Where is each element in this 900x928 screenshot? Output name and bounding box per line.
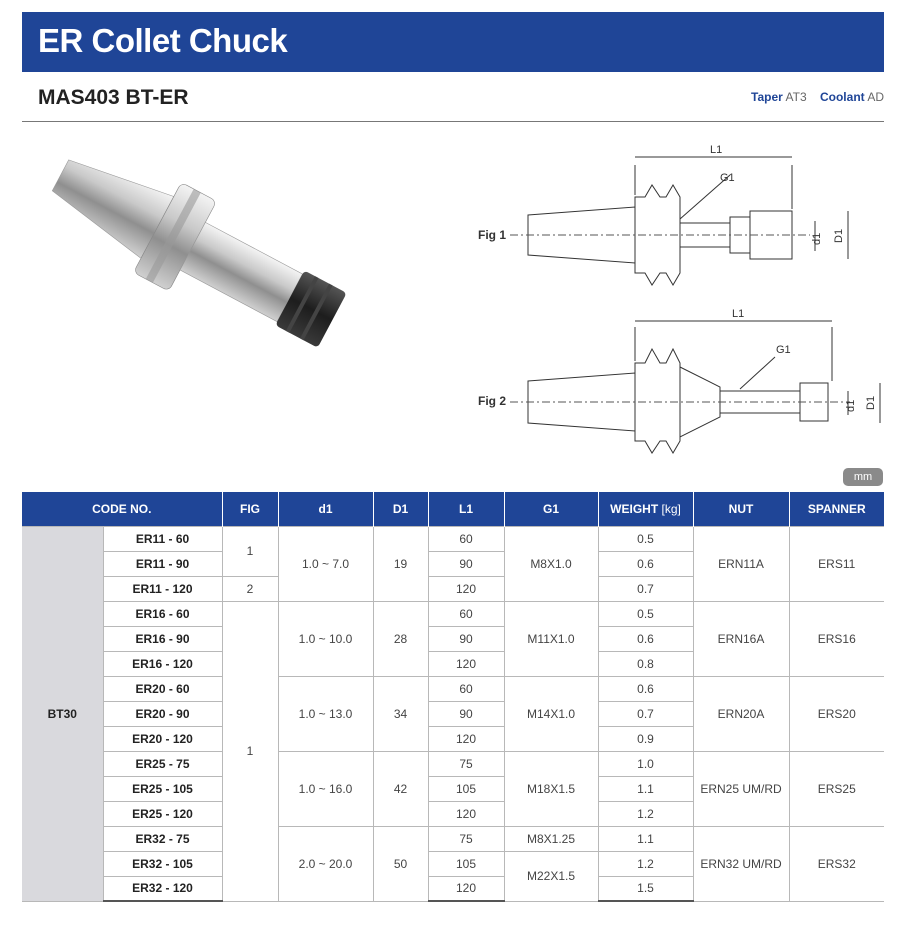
taper-value: AT3	[785, 90, 807, 104]
code-cell: ER11 - 120	[103, 576, 222, 601]
d1-cell: 1.0 ~ 10.0	[278, 601, 373, 676]
product-subtitle: MAS403 BT-ER	[38, 86, 189, 109]
fig1-g1: G1	[720, 172, 735, 184]
L1-cell: 90	[428, 626, 504, 651]
L1-cell: 120	[428, 576, 504, 601]
header-nut: NUT	[693, 492, 789, 526]
code-cell: ER16 - 90	[103, 626, 222, 651]
header-code: CODE NO.	[22, 492, 222, 526]
weight-cell: 0.8	[598, 651, 693, 676]
header-weight-unit: [kg]	[661, 501, 681, 516]
header-divider	[22, 121, 884, 122]
G1-cell: M8X1.25	[504, 826, 598, 851]
weight-cell: 0.5	[598, 526, 693, 551]
weight-cell: 1.1	[598, 776, 693, 801]
table-row	[22, 676, 884, 701]
weight-cell: 0.6	[598, 626, 693, 651]
spec-table	[22, 492, 884, 902]
nut-cell: ERN11A	[693, 526, 789, 601]
code-cell: ER20 - 90	[103, 701, 222, 726]
L1-cell: 120	[428, 876, 504, 901]
spanner-cell: ERS25	[789, 751, 884, 826]
L1-cell: 105	[428, 776, 504, 801]
G1-cell: M18X1.5	[504, 751, 598, 826]
code-cell: ER25 - 105	[103, 776, 222, 801]
D1-cell: 34	[373, 676, 428, 751]
L1-cell: 105	[428, 851, 504, 876]
L1-cell: 75	[428, 751, 504, 776]
fig1-l1: L1	[710, 144, 723, 156]
coolant-value: AD	[867, 90, 884, 104]
weight-cell: 0.6	[598, 676, 693, 701]
fig1-label: Fig 1	[478, 228, 507, 242]
code-cell: ER20 - 120	[103, 726, 222, 751]
d1-cell: 1.0 ~ 16.0	[278, 751, 373, 826]
weight-cell: 0.9	[598, 726, 693, 751]
d1-cell: 1.0 ~ 7.0	[278, 526, 373, 601]
fig2-D1: D1	[865, 395, 877, 410]
code-cell: ER32 - 120	[103, 876, 222, 901]
fig1-d1: d1	[811, 232, 823, 245]
nut-cell: ERN32 UM/RD	[693, 826, 789, 901]
fig2-l1: L1	[732, 308, 745, 320]
weight-cell: 1.2	[598, 851, 693, 876]
weight-cell: 1.1	[598, 826, 693, 851]
weight-cell: 0.6	[598, 551, 693, 576]
weight-cell: 1.0	[598, 751, 693, 776]
G1-cell: M22X1.5	[504, 851, 598, 901]
code-cell: ER25 - 75	[103, 751, 222, 776]
D1-cell: 50	[373, 826, 428, 901]
nut-cell: ERN25 UM/RD	[693, 751, 789, 826]
header-L1: L1	[428, 492, 504, 526]
code-cell: ER16 - 120	[103, 651, 222, 676]
L1-cell: 120	[428, 651, 504, 676]
header-d1: d1	[278, 492, 373, 526]
product-photo	[30, 130, 380, 380]
group-bt30: BT30	[22, 526, 103, 901]
fig2-outline	[510, 321, 850, 453]
table-row	[22, 526, 884, 551]
L1-cell: 90	[428, 551, 504, 576]
spanner-cell: ERS32	[789, 826, 884, 901]
G1-cell: M8X1.0	[504, 526, 598, 601]
fig2-g1: G1	[776, 344, 791, 356]
code-cell: ER32 - 75	[103, 826, 222, 851]
weight-cell: 0.5	[598, 601, 693, 626]
L1-cell: 120	[428, 726, 504, 751]
code-cell: ER20 - 60	[103, 676, 222, 701]
D1-cell: 42	[373, 751, 428, 826]
fig-cell: 1	[222, 601, 278, 901]
code-cell: ER11 - 60	[103, 526, 222, 551]
coolant-key: Coolant	[819, 90, 865, 104]
fig2-d1: d1	[845, 399, 857, 412]
spanner-cell: ERS20	[789, 676, 884, 751]
D1-cell: 28	[373, 601, 428, 676]
L1-cell: 90	[428, 701, 504, 726]
title-bar	[22, 12, 884, 72]
fig2-label: Fig 2	[478, 394, 507, 408]
technical-drawings	[470, 135, 890, 465]
nut-cell: ERN16A	[693, 601, 789, 676]
header-D1: D1	[373, 492, 428, 526]
fig1-D1: D1	[833, 228, 845, 243]
spec-tags	[751, 90, 884, 104]
unit-badge: mm	[843, 468, 883, 486]
table-row	[22, 826, 884, 851]
header-weight-label: WEIGHT	[610, 501, 659, 516]
spanner-cell: ERS11	[789, 526, 884, 601]
L1-cell: 60	[428, 601, 504, 626]
header-spanner: SPANNER	[789, 492, 884, 526]
code-cell: ER32 - 105	[103, 851, 222, 876]
weight-cell: 1.2	[598, 801, 693, 826]
header-fig: FIG	[222, 492, 278, 526]
table-header-row	[22, 492, 884, 526]
header-G1: G1	[504, 492, 598, 526]
weight-cell: 0.7	[598, 576, 693, 601]
code-cell: ER16 - 60	[103, 601, 222, 626]
code-cell: ER11 - 90	[103, 551, 222, 576]
G1-cell: M11X1.0	[504, 601, 598, 676]
table-row	[22, 751, 884, 776]
weight-cell: 0.7	[598, 701, 693, 726]
L1-cell: 60	[428, 526, 504, 551]
fig-cell: 2	[222, 576, 278, 601]
d1-cell: 2.0 ~ 20.0	[278, 826, 373, 901]
weight-cell: 1.5	[598, 876, 693, 901]
L1-cell: 60	[428, 676, 504, 701]
header-weight	[598, 492, 693, 526]
d1-cell: 1.0 ~ 13.0	[278, 676, 373, 751]
table-row	[22, 601, 884, 626]
spanner-cell: ERS16	[789, 601, 884, 676]
fig-cell: 1	[222, 526, 278, 576]
code-cell: ER25 - 120	[103, 801, 222, 826]
taper-key: Taper	[751, 90, 783, 104]
page-title: ER Collet Chuck	[38, 22, 288, 59]
G1-cell: M14X1.0	[504, 676, 598, 751]
fig1-outline	[510, 157, 810, 285]
L1-cell: 120	[428, 801, 504, 826]
L1-cell: 75	[428, 826, 504, 851]
nut-cell: ERN20A	[693, 676, 789, 751]
D1-cell: 19	[373, 526, 428, 601]
